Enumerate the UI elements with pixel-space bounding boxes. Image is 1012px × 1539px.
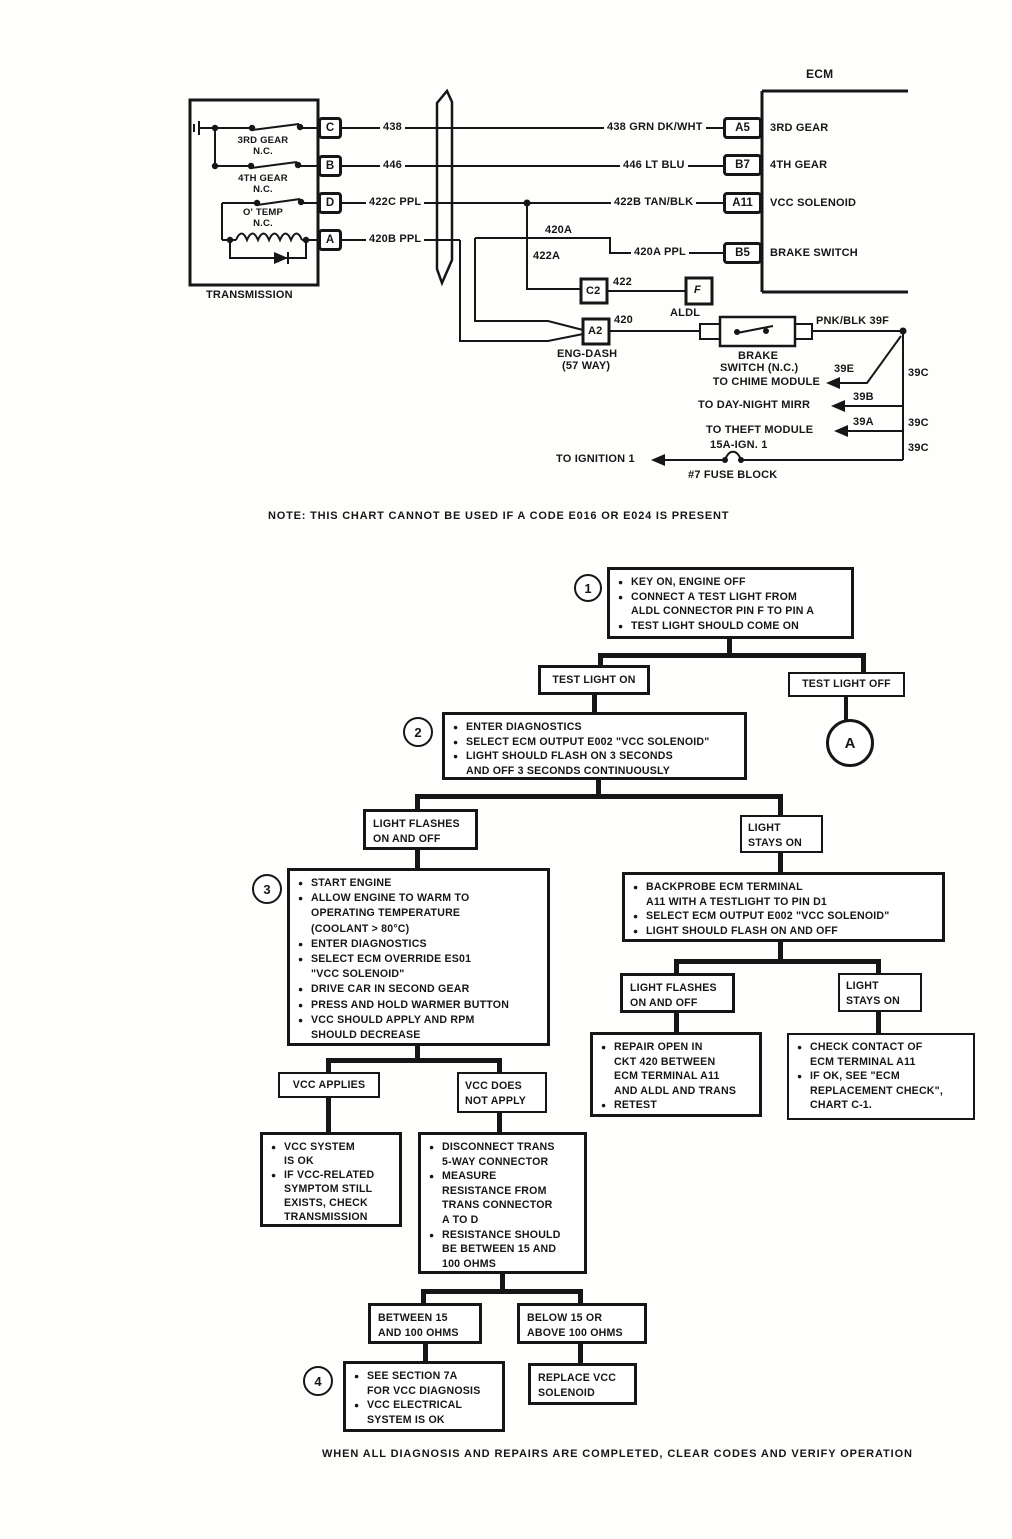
connector-line [861,653,866,673]
instruction-line: ALDL CONNECTOR PIN F TO PIN A [631,605,815,618]
instruction-line: ● START ENGINE [297,876,540,891]
instruction-line: A11 WITH A TESTLIGHT TO PIN D1 [646,895,828,908]
flow-box-vcc-system-ok [260,1132,402,1227]
flow-box-step4 [343,1361,505,1432]
flow-box-repair-open [590,1032,762,1117]
instruction-line: IS OK [284,1155,314,1167]
wire-label-422c: 422C PPL [366,196,424,208]
flow-box-step3 [287,868,550,1046]
step-number-3: 3 [252,874,282,904]
instruction-line: ● RETEST [600,1098,752,1113]
step-number-4: 4 [303,1366,333,1396]
connector-line [844,696,848,720]
instruction-line: RESISTANCE FROM [442,1184,547,1197]
ecm-pin-b5: B5 [723,242,762,264]
brake-nc-label: SWITCH (N.C.) [720,362,799,374]
connector-line [415,794,783,799]
connector-line [326,1058,502,1063]
instruction-line: BE BETWEEN 15 AND [442,1243,557,1256]
wire-label-420a-color: 420A PPL [631,246,689,258]
branch-light-flashes-2: LIGHT FLASHES ON AND OFF [620,973,735,1013]
wire-label-422a: 422A [533,250,561,262]
branch-between-15-100-ohms: BETWEEN 15 AND 100 OHMS [368,1303,482,1344]
wire-label-422b-color: 422B TAN/BLK [611,196,696,208]
pnk-blk-39f-label: PNK/BLK 39F [816,315,890,327]
ecm-label-vcc-solenoid: VCC SOLENOID [770,197,857,209]
instruction-line: ● REPAIR OPEN IN [600,1040,752,1055]
connector-line [674,959,881,964]
instruction-line: ● VCC SHOULD APPLY AND RPM [297,1013,540,1028]
code-39a-label: 39A [853,416,874,428]
instruction-line: CHART C-1. [810,1099,873,1112]
instruction-line: ● SELECT ECM OUTPUT E002 "VCC SOLENOID" [632,909,935,924]
connector-line [876,1011,881,1034]
branch-light-flashes-1: LIGHT FLASHES ON AND OFF [363,809,478,850]
instruction-line: ● LIGHT SHOULD FLASH ON 3 SECONDS [452,749,737,764]
flow-box-disconnect-trans [418,1132,587,1274]
connector-line [421,1289,426,1304]
note-text: NOTE: THIS CHART CANNOT BE USED IF A CODE E016 OR E024 IS PRESENT [268,510,730,522]
branch-light-stays-on-1: LIGHT STAYS ON [740,815,823,853]
instruction-line: TRANS CONNECTOR [442,1199,553,1212]
branch-vcc-applies: VCC APPLIES [278,1072,380,1098]
branch-below-15-above-100-ohms: BELOW 15 OR ABOVE 100 OHMS [517,1303,647,1344]
instruction-line: ● KEY ON, ENGINE OFF [617,575,844,590]
trans-pin-d: D [318,192,342,214]
code-39c-label-1: 39C [908,367,929,379]
footer-text: WHEN ALL DIAGNOSIS AND REPAIRS ARE COMPLETED, CLEAR CODES AND VERIFY OPERATION [322,1448,913,1460]
flow-box-backprobe [622,872,945,942]
connector-line [876,959,881,974]
instruction-line: 5-WAY CONNECTOR [442,1155,549,1168]
instruction-line: CKT 420 BETWEEN [614,1055,716,1068]
instruction-line: ● MEASURE [428,1169,577,1184]
instruction-line: AND ALDL AND TRANS [614,1084,737,1097]
instruction-line: (COOLANT > 80°C) [311,922,410,935]
instruction-line: ECM TERMINAL A11 [810,1055,916,1068]
connector-line [423,1343,428,1362]
switch-label-3rd-gear: 3RD GEAR N.C. [237,135,289,157]
wire-label-446: 446 [380,159,405,171]
instruction-line: ● BACKPROBE ECM TERMINAL [632,880,935,895]
connector-line [326,1058,331,1073]
instruction-line: AND OFF 3 SECONDS CONTINUOUSLY [466,764,670,777]
step-number-1: 1 [574,574,602,602]
to-theft-module-label: TO THEFT MODULE [706,424,814,436]
connector-line [674,959,679,974]
brake-label: BRAKE [738,350,779,362]
instruction-line: ● SELECT ECM OVERRIDE ES01 [297,952,540,967]
connector-line [326,1097,331,1133]
branch-light-stays-on-2: LIGHT STAYS ON [838,973,922,1012]
wire-label-420: 420 [614,314,633,326]
transmission-label: TRANSMISSION [206,289,293,301]
branch-test-light-on: TEST LIGHT ON [538,665,650,695]
instruction-line: ● ENTER DIAGNOSTICS [452,720,737,735]
instruction-line: ● TEST LIGHT SHOULD COME ON [617,619,844,634]
instruction-line: FOR VCC DIAGNOSIS [367,1384,481,1397]
instruction-line: SHOULD DECREASE [311,1029,421,1042]
ecm-pin-a5: A5 [723,117,762,139]
wire-label-422: 422 [613,276,632,288]
flow-box-replace-solenoid: REPLACE VCC SOLENOID [528,1363,637,1405]
connector-line [778,941,783,960]
connector-a2-label: A2 [588,325,603,337]
connector-line [778,852,783,873]
instruction-line: ● CHECK CONTACT OF [796,1040,966,1055]
instruction-line: ● DISCONNECT TRANS [428,1140,577,1155]
trans-pin-b: B [318,155,342,177]
connector-line [497,1112,502,1133]
ecm-pin-b7: B7 [723,154,762,176]
fuse-block-label: #7 FUSE BLOCK [688,469,778,481]
aldl-label: ALDL [670,307,701,319]
instruction-line: ● LIGHT SHOULD FLASH ON AND OFF [632,924,935,939]
instruction-line: ● ALLOW ENGINE TO WARM TO [297,891,540,906]
connector-line [592,694,597,713]
wire-label-438: 438 [380,121,405,133]
instruction-line: ● ENTER DIAGNOSTICS [297,937,540,952]
instruction-line: ● VCC ELECTRICAL [353,1398,495,1413]
instruction-line: ● IF VCC-RELATED [270,1168,392,1182]
instruction-line: ● RESISTANCE SHOULD [428,1228,577,1243]
instruction-line: A TO D [442,1213,479,1226]
ecm-pin-a11: A11 [723,192,762,214]
connector-line [497,1058,502,1073]
off-page-connector-a: A [826,719,874,767]
trans-pin-c: C [318,117,342,139]
flow-box-step2 [442,712,747,780]
fuse-15a-ign-label: 15A-IGN. 1 [710,439,768,451]
instruction-line: SYSTEM IS OK [367,1413,445,1426]
instruction-line: REPLACEMENT CHECK", [810,1084,944,1097]
junction-dots [212,124,907,466]
flow-box-check-contact [787,1033,975,1120]
branch-vcc-does-not-apply: VCC DOES NOT APPLY [457,1072,547,1113]
ecm-label-3rd-gear: 3RD GEAR [770,122,829,134]
branch-test-light-off: TEST LIGHT OFF [788,672,905,697]
instruction-line: ● VCC SYSTEM [270,1140,392,1154]
connector-line [778,794,783,816]
instruction-line: TRANSMISSION [284,1211,368,1223]
to-ignition-label: TO IGNITION 1 [556,453,635,465]
code-39c-label-2: 39C [908,417,929,429]
instruction-line: ● PRESS AND HOLD WARMER BUTTON [297,998,540,1013]
wire-label-420a: 420A [545,224,573,236]
trans-pin-a: A [318,229,342,251]
flow-box-step1 [607,567,854,639]
instruction-line: OPERATING TEMPERATURE [311,907,461,920]
instruction-line: ● DRIVE CAR IN SECOND GEAR [297,982,540,997]
switch-label-otemp: O' TEMP N.C. [242,207,284,229]
instruction-line: EXISTS, CHECK [284,1197,368,1209]
instruction-line: ● CONNECT A TEST LIGHT FROM [617,590,844,605]
eng-dash-label: ENG-DASH [557,348,618,360]
code-39e-label: 39E [834,363,855,375]
wire-label-438-color: 438 GRN DK/WHT [604,121,706,133]
eng-dash-57way-label: (57 WAY) [562,360,611,372]
ecm-label-brake-switch: BRAKE SWITCH [770,247,858,259]
instruction-line: ● IF OK, SEE "ECM [796,1069,966,1084]
instruction-line: ● SELECT ECM OUTPUT E002 "VCC SOLENOID" [452,735,737,750]
connector-line [415,849,420,869]
connector-line [598,653,866,658]
wire-label-446-color: 446 LT BLU [620,159,688,171]
step-number-2: 2 [403,717,433,747]
connector-line [578,1289,583,1304]
to-chime-module-label: TO CHIME MODULE [712,376,820,388]
instruction-line: SYMPTOM STILL [284,1183,373,1195]
connector-line [674,1012,679,1033]
code-39b-label: 39B [853,391,874,403]
ecm-label-4th-gear: 4TH GEAR [770,159,828,171]
connector-line [578,1343,583,1364]
switch-label-4th-gear: 4TH GEAR N.C. [238,173,288,195]
code-39c-label-3: 39C [908,442,929,454]
connector-c2-label: C2 [586,285,601,297]
aldl-pin-f-label: F [694,284,701,296]
instruction-line: ECM TERMINAL A11 [614,1070,720,1083]
instruction-line: "VCC SOLENOID" [311,968,405,981]
instruction-line: 100 OHMS [442,1257,496,1270]
connector-line [421,1289,583,1294]
wire-label-420b: 420B PPL [366,233,424,245]
to-day-night-mirror-label: TO DAY-NIGHT MIRR [698,399,811,411]
instruction-line: ● SEE SECTION 7A [353,1369,495,1384]
ecm-title: ECM [806,67,834,81]
connector-line [596,779,601,795]
